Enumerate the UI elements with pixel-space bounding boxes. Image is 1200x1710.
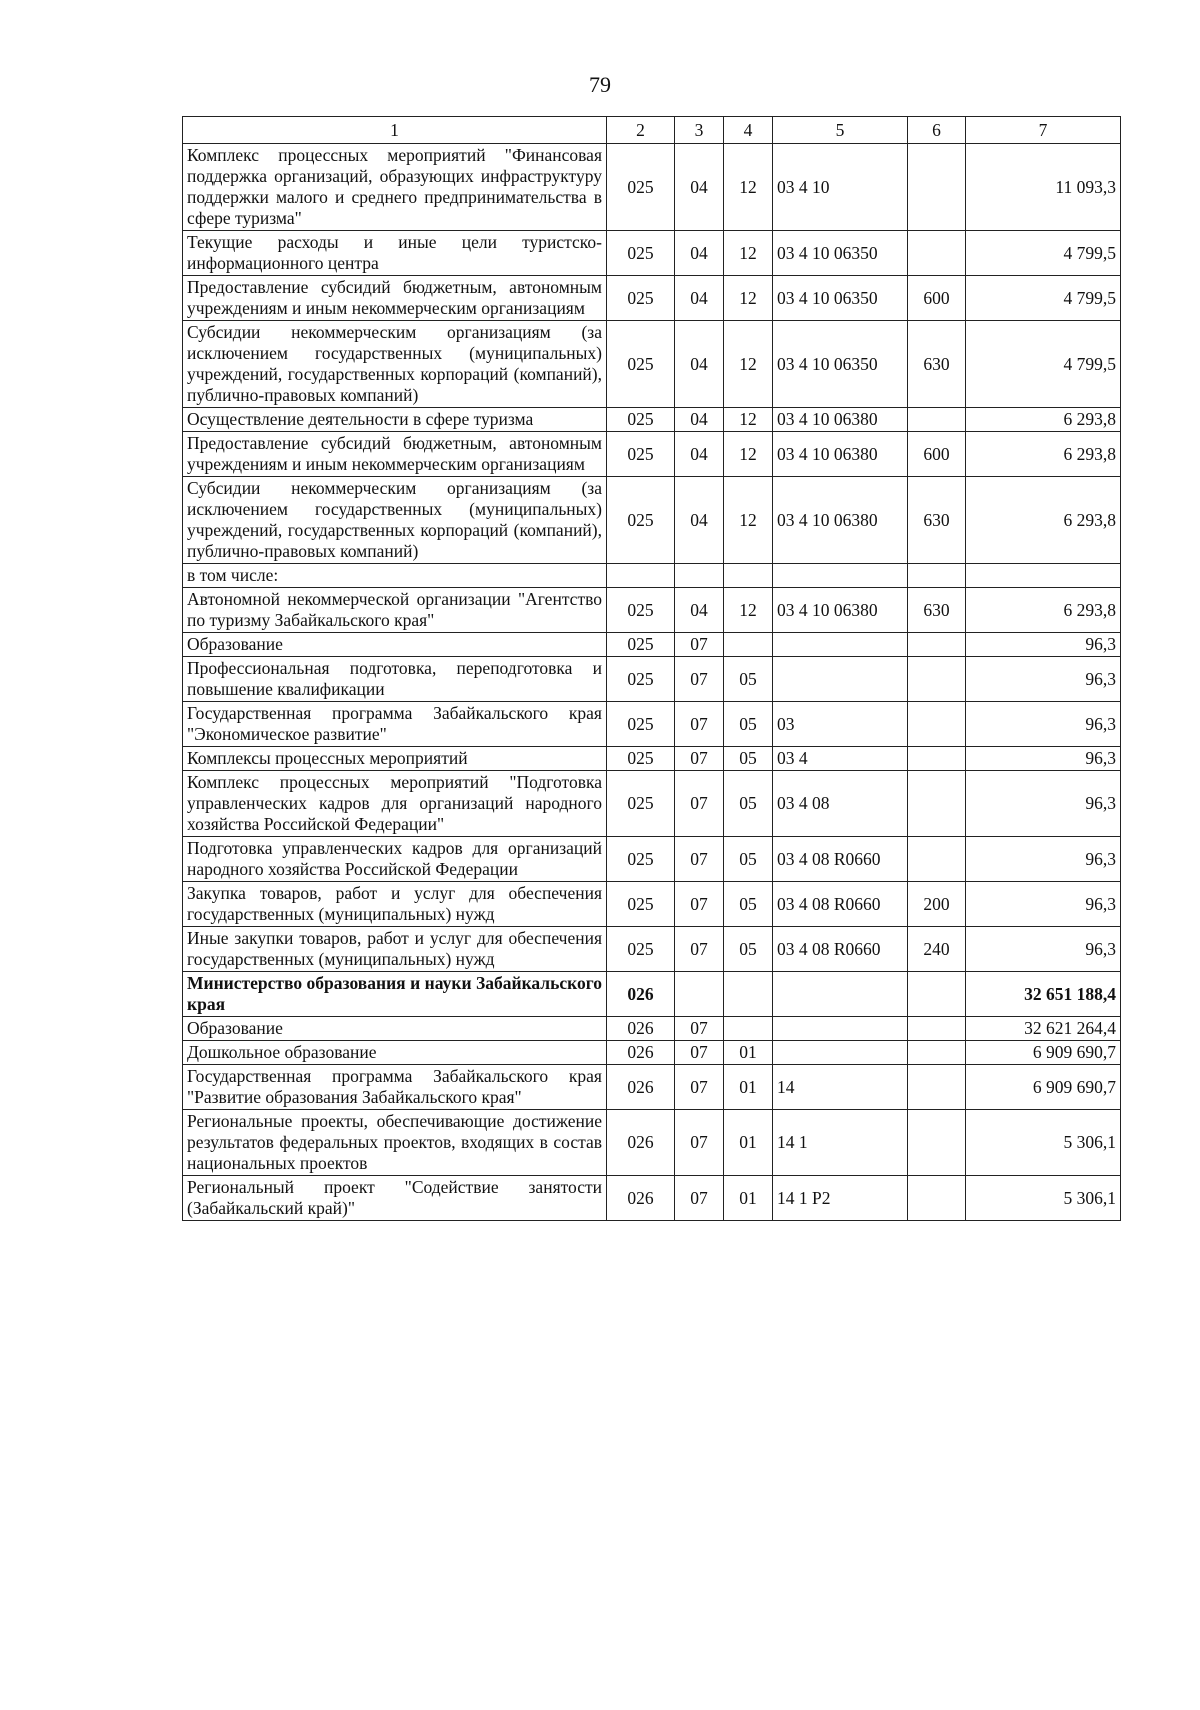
- ministry-code: 026: [607, 1110, 675, 1176]
- table-row: [183, 1065, 1121, 1110]
- column-header-1: 1: [183, 117, 607, 144]
- row-name: Профессиональная подготовка, переподготовка и повышение квалификации: [183, 657, 607, 702]
- table-row: [183, 231, 1121, 276]
- section-code: 07: [675, 633, 724, 657]
- table-row: [183, 1017, 1121, 1041]
- amount: 6 293,8: [966, 408, 1121, 432]
- table-row: [183, 477, 1121, 564]
- amount: 6 909 690,7: [966, 1041, 1121, 1065]
- section-code: 04: [675, 321, 724, 408]
- ministry-code: 025: [607, 321, 675, 408]
- amount: 96,3: [966, 927, 1121, 972]
- amount: 6 293,8: [966, 588, 1121, 633]
- ministry-code: 025: [607, 657, 675, 702]
- table-row: [183, 1041, 1121, 1065]
- amount: 96,3: [966, 837, 1121, 882]
- table-body: [183, 144, 1121, 1221]
- target-article-code: 03 4 10 06350: [773, 231, 908, 276]
- section-code: 04: [675, 408, 724, 432]
- section-code: 07: [675, 1110, 724, 1176]
- column-header-3: 3: [675, 117, 724, 144]
- ministry-code: 025: [607, 633, 675, 657]
- expense-type-code: [908, 837, 966, 882]
- expense-type-code: [908, 702, 966, 747]
- section-code: 07: [675, 1041, 724, 1065]
- expense-type-code: [908, 564, 966, 588]
- target-article-code: 03 4 08 R0660: [773, 927, 908, 972]
- section-code: 04: [675, 588, 724, 633]
- row-name: Иные закупки товаров, работ и услуг для обеспечения государственных (муниципальных) нужд: [183, 927, 607, 972]
- amount: 96,3: [966, 882, 1121, 927]
- ministry-code: 025: [607, 837, 675, 882]
- table-row: [183, 927, 1121, 972]
- target-article-code: 03 4 10 06380: [773, 408, 908, 432]
- subsection-code: 12: [724, 432, 773, 477]
- target-article-code: [773, 972, 908, 1017]
- ministry-code: 025: [607, 771, 675, 837]
- column-header-2: 2: [607, 117, 675, 144]
- table-row: [183, 633, 1121, 657]
- expense-type-code: [908, 1017, 966, 1041]
- ministry-code: 026: [607, 1176, 675, 1221]
- row-name: Предоставление субсидий бюджетным, автономным учреждениям и иным некоммерческим организациям: [183, 276, 607, 321]
- ministry-code: 025: [607, 588, 675, 633]
- expense-type-code: [908, 1041, 966, 1065]
- column-header-4: 4: [724, 117, 773, 144]
- section-code: 04: [675, 432, 724, 477]
- ministry-code: 025: [607, 408, 675, 432]
- ministry-code: 025: [607, 927, 675, 972]
- table-row: [183, 276, 1121, 321]
- amount: 96,3: [966, 657, 1121, 702]
- target-article-code: 03 4 10 06350: [773, 276, 908, 321]
- section-code: 04: [675, 231, 724, 276]
- amount: 5 306,1: [966, 1110, 1121, 1176]
- subsection-code: 12: [724, 144, 773, 231]
- row-name: Региональные проекты, обеспечивающие достижение результатов федеральных проектов, входящих в состав национальных проектов: [183, 1110, 607, 1176]
- subsection-code: 12: [724, 408, 773, 432]
- row-name: Государственная программа Забайкальского края "Экономическое развитие": [183, 702, 607, 747]
- target-article-code: 14 1 Р2: [773, 1176, 908, 1221]
- table-row: [183, 747, 1121, 771]
- subsection-code: 12: [724, 588, 773, 633]
- row-name: Предоставление субсидий бюджетным, автономным учреждениям и иным некоммерческим организациям: [183, 432, 607, 477]
- amount: 4 799,5: [966, 321, 1121, 408]
- expense-type-code: [908, 1176, 966, 1221]
- target-article-code: 03 4: [773, 747, 908, 771]
- amount: 6 293,8: [966, 477, 1121, 564]
- column-header-7: 7: [966, 117, 1121, 144]
- expense-type-code: 240: [908, 927, 966, 972]
- ministry-code: 025: [607, 432, 675, 477]
- row-name: Текущие расходы и иные цели туристско-информационного центра: [183, 231, 607, 276]
- table-row: [183, 588, 1121, 633]
- header-row: [183, 117, 1121, 144]
- row-name: Субсидии некоммерческим организациям (за исключением государственных (муниципальных) учреждений, государственных корпораций (компаний), публично-правовых компаний): [183, 321, 607, 408]
- budget-table: [182, 116, 1121, 1221]
- row-name: в том числе:: [183, 564, 607, 588]
- subsection-code: 12: [724, 231, 773, 276]
- target-article-code: 03 4 10 06380: [773, 477, 908, 564]
- section-code: 07: [675, 1065, 724, 1110]
- target-article-code: 03 4 10 06380: [773, 432, 908, 477]
- subsection-code: 05: [724, 747, 773, 771]
- target-article-code: 03 4 08: [773, 771, 908, 837]
- amount: 6 909 690,7: [966, 1065, 1121, 1110]
- subsection-code: 01: [724, 1176, 773, 1221]
- expense-type-code: 630: [908, 321, 966, 408]
- subsection-code: [724, 972, 773, 1017]
- target-article-code: 03 4 08 R0660: [773, 837, 908, 882]
- subsection-code: 12: [724, 321, 773, 408]
- expense-type-code: [908, 1065, 966, 1110]
- column-header-5: 5: [773, 117, 908, 144]
- section-code: 07: [675, 1176, 724, 1221]
- target-article-code: [773, 657, 908, 702]
- expense-type-code: 630: [908, 588, 966, 633]
- row-name: Образование: [183, 1017, 607, 1041]
- table-row: [183, 144, 1121, 231]
- subsection-code: 12: [724, 276, 773, 321]
- subsection-code: 05: [724, 927, 773, 972]
- amount: 11 093,3: [966, 144, 1121, 231]
- amount: 4 799,5: [966, 231, 1121, 276]
- row-name: Комплексы процессных мероприятий: [183, 747, 607, 771]
- subsection-code: 05: [724, 702, 773, 747]
- row-name: Субсидии некоммерческим организациям (за исключением государственных (муниципальных) учреждений, государственных корпораций (компаний), публично-правовых компаний): [183, 477, 607, 564]
- section-code: 07: [675, 927, 724, 972]
- amount: 32 651 188,4: [966, 972, 1121, 1017]
- amount: 32 621 264,4: [966, 1017, 1121, 1041]
- ministry-code: 026: [607, 1065, 675, 1110]
- section-code: 04: [675, 144, 724, 231]
- expense-type-code: 200: [908, 882, 966, 927]
- ministry-code: 025: [607, 702, 675, 747]
- ministry-code: 025: [607, 477, 675, 564]
- expense-type-code: [908, 1110, 966, 1176]
- amount: 5 306,1: [966, 1176, 1121, 1221]
- expense-type-code: [908, 633, 966, 657]
- target-article-code: 03 4 10: [773, 144, 908, 231]
- section-code: 07: [675, 702, 724, 747]
- section-code: [675, 564, 724, 588]
- ministry-code: 025: [607, 144, 675, 231]
- amount: 96,3: [966, 633, 1121, 657]
- table-row: [183, 837, 1121, 882]
- row-name: Комплекс процессных мероприятий "Финансовая поддержка организаций, образующих инфраструктуру поддержки малого и среднего предпринимательства в сфере туризма": [183, 144, 607, 231]
- column-header-6: 6: [908, 117, 966, 144]
- amount: 4 799,5: [966, 276, 1121, 321]
- table-row: [183, 1176, 1121, 1221]
- amount: 96,3: [966, 771, 1121, 837]
- target-article-code: 03 4 08 R0660: [773, 882, 908, 927]
- table-row: [183, 1110, 1121, 1176]
- subsection-code: 12: [724, 477, 773, 564]
- ministry-code: [607, 564, 675, 588]
- target-article-code: [773, 564, 908, 588]
- row-name: Образование: [183, 633, 607, 657]
- amount: [966, 564, 1121, 588]
- subsection-code: 05: [724, 657, 773, 702]
- target-article-code: [773, 1017, 908, 1041]
- ministry-code: 025: [607, 747, 675, 771]
- row-name: Дошкольное образование: [183, 1041, 607, 1065]
- table-row: [183, 972, 1121, 1017]
- expense-type-code: [908, 144, 966, 231]
- ministry-code: 025: [607, 276, 675, 321]
- target-article-code: [773, 633, 908, 657]
- table-row: [183, 882, 1121, 927]
- row-name: Автономной некоммерческой организации "Агентство по туризму Забайкальского края": [183, 588, 607, 633]
- subsection-code: 01: [724, 1110, 773, 1176]
- table-row: [183, 702, 1121, 747]
- target-article-code: [773, 1041, 908, 1065]
- target-article-code: 03 4 10 06380: [773, 588, 908, 633]
- subsection-code: [724, 564, 773, 588]
- table-row: [183, 321, 1121, 408]
- expense-type-code: 600: [908, 276, 966, 321]
- target-article-code: 14 1: [773, 1110, 908, 1176]
- table-row: [183, 432, 1121, 477]
- row-name: Министерство образования и науки Забайкальского края: [183, 972, 607, 1017]
- section-code: 07: [675, 882, 724, 927]
- section-code: [675, 972, 724, 1017]
- section-code: 04: [675, 276, 724, 321]
- row-name: Осуществление деятельности в сфере туризма: [183, 408, 607, 432]
- expense-type-code: [908, 408, 966, 432]
- row-name: Закупка товаров, работ и услуг для обеспечения государственных (муниципальных) нужд: [183, 882, 607, 927]
- target-article-code: 14: [773, 1065, 908, 1110]
- row-name: Региональный проект "Содействие занятости (Забайкальский край)": [183, 1176, 607, 1221]
- subsection-code: [724, 1017, 773, 1041]
- expense-type-code: [908, 771, 966, 837]
- row-name: Государственная программа Забайкальского края "Развитие образования Забайкальского края": [183, 1065, 607, 1110]
- table-row: [183, 771, 1121, 837]
- ministry-code: 025: [607, 231, 675, 276]
- section-code: 07: [675, 837, 724, 882]
- amount: 96,3: [966, 702, 1121, 747]
- ministry-code: 026: [607, 1017, 675, 1041]
- ministry-code: 026: [607, 1041, 675, 1065]
- row-name: Подготовка управленческих кадров для организаций народного хозяйства Российской Федерации: [183, 837, 607, 882]
- subsection-code: 01: [724, 1041, 773, 1065]
- expense-type-code: 600: [908, 432, 966, 477]
- subsection-code: 05: [724, 837, 773, 882]
- table-row: [183, 408, 1121, 432]
- expense-type-code: [908, 972, 966, 1017]
- amount: 6 293,8: [966, 432, 1121, 477]
- ministry-code: 026: [607, 972, 675, 1017]
- table-row: [183, 657, 1121, 702]
- expense-type-code: 630: [908, 477, 966, 564]
- section-code: 07: [675, 747, 724, 771]
- amount: 96,3: [966, 747, 1121, 771]
- subsection-code: 05: [724, 882, 773, 927]
- subsection-code: 01: [724, 1065, 773, 1110]
- page-number: 79: [589, 72, 611, 97]
- expense-type-code: [908, 747, 966, 771]
- section-code: 07: [675, 771, 724, 837]
- section-code: 07: [675, 657, 724, 702]
- target-article-code: 03: [773, 702, 908, 747]
- subsection-code: 05: [724, 771, 773, 837]
- target-article-code: 03 4 10 06350: [773, 321, 908, 408]
- table-row: [183, 564, 1121, 588]
- expense-type-code: [908, 657, 966, 702]
- expense-type-code: [908, 231, 966, 276]
- ministry-code: 025: [607, 882, 675, 927]
- subsection-code: [724, 633, 773, 657]
- row-name: Комплекс процессных мероприятий "Подготовка управленческих кадров для организаций народного хозяйства Российской Федерации": [183, 771, 607, 837]
- section-code: 04: [675, 477, 724, 564]
- section-code: 07: [675, 1017, 724, 1041]
